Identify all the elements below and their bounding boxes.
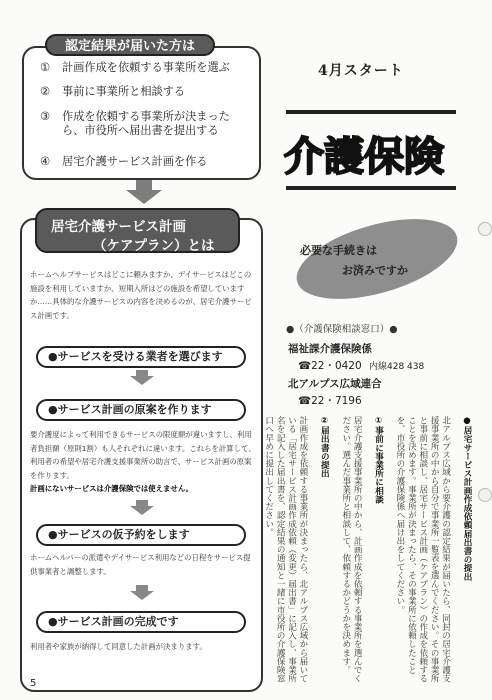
arrow-down-icon xyxy=(130,506,154,515)
binder-hole xyxy=(478,222,492,236)
bubble-line1: 必要な手続きは xyxy=(300,244,377,257)
plan-step-1: ●サービスを受ける業者を選びます xyxy=(36,346,246,368)
plan-title-line2: （ケアプラン）とは xyxy=(93,238,215,254)
plan-step3-body: ホームヘルパーの派遣やデイサービス利用などの日程をサービス提供事業者と調整します。 xyxy=(30,553,251,576)
contact-header: ●（介護保険相談窓口）● xyxy=(286,324,398,335)
article-subheading-2: ②届出書の提出 xyxy=(319,416,330,478)
article-subheading-1: ①事前に事業所に相談 xyxy=(373,416,384,504)
contact1-phone-number: ☎22・0420 xyxy=(298,360,362,372)
plan-title xyxy=(35,208,240,253)
contact1-name: 福祉課介護保険係 xyxy=(288,343,372,355)
arrow-down-icon xyxy=(130,376,154,385)
main-title: 介護保険 xyxy=(284,134,444,180)
step-item-2: ② 事前に事業所と相談する xyxy=(40,85,186,98)
plan-step-3: ●サービスの仮予約をします xyxy=(36,524,246,546)
plan-title-line1: 居宅介護サービス計画 xyxy=(51,219,186,235)
binder-hole xyxy=(478,488,492,502)
plan-step2-body: 要介護度によって利用できるサービスの限度額が違いますし、利用者負担額（原則1割）も人それぞれに違います。これらを計算して、利用者の希望や居宅介護支援事業所の助言で、サービス計画の原案を作ります。 xyxy=(30,430,256,480)
plan-step2-note: 計画にないサービスは介護保険では使えません。 xyxy=(30,484,194,493)
steps-box xyxy=(22,46,261,180)
plan-step-4: ●サービス計画の完成です xyxy=(36,611,246,633)
contact1-phone xyxy=(298,358,424,373)
contact2-name: 北アルプス広域連合 xyxy=(288,378,382,390)
arrow-down-icon xyxy=(126,190,162,204)
bubble-line2: お済みですか xyxy=(342,264,408,277)
arrow-stem xyxy=(136,180,152,190)
contact2-phone: ☎22・7196 xyxy=(298,395,362,407)
contact1-ext: 内線428 438 xyxy=(369,362,425,372)
page-number: 5 xyxy=(30,678,37,689)
steps-header: 認定結果が届いた方は xyxy=(45,34,215,56)
step-item-4: ④ 居宅介護サービス計画を作る xyxy=(40,155,208,168)
article-paragraph: 計画作成を依頼する事業所が決まったら、北アルプス広域から届いている「居宅サービス計画作成依頼（変更）届出書」に記入し、事業所名を記入した届出書を、認定結果の通知と一緒に市役所の介護保険窓口へ早めに提出してください。 xyxy=(263,416,308,683)
vertical-article xyxy=(262,416,472,684)
bubble-shape xyxy=(288,203,466,314)
divider xyxy=(286,186,456,190)
step-item-3: ③ 作成を依頼する事業所が決まった ら、市役所へ届出書を提出する xyxy=(40,110,230,137)
article-paragraph: 北アルプス広域から要介護の認定結果が届いたら、同封の居宅介護支援事業所の中から自分で事業所一覧表を選んでください。その事業所と事前に相談し、居宅サービス計画（ケアプラン）の作成を依頼することを決めます。事業所が決まったら、その事業所に依頼したことを、市役所の介護保険係へ届け出をしてください。 xyxy=(394,416,451,683)
plan-step-2: ●サービス計画の原案を作ります xyxy=(36,399,246,421)
plan-step4-body: 利用者や家族が納得して同意した計画が決まります。 xyxy=(30,642,207,651)
plan-intro: ホームヘルプサービスはどこに頼みますか、デイサービスはどこの施設を利用していますか、短期入所はどの施設を希望していますか……具体的な介護サービスの内容を決めるのが、居宅介護サービス計画です。 xyxy=(30,270,252,320)
article-heading: ●居宅サービス計画作成依頼届出書の提出 xyxy=(462,416,472,581)
divider xyxy=(286,110,456,114)
arrow-down-icon xyxy=(130,591,154,600)
start-label: 4月スタート xyxy=(318,63,404,79)
article-paragraph: 居宅介護支援事業所の中から、計画作成を依頼する事業所を選んでください。選んだ事業所と相談して、依頼するかどうかを決めます。 xyxy=(340,416,363,683)
step-item-1: ① 計画作成を依頼する事業所を選ぶ xyxy=(40,61,230,74)
